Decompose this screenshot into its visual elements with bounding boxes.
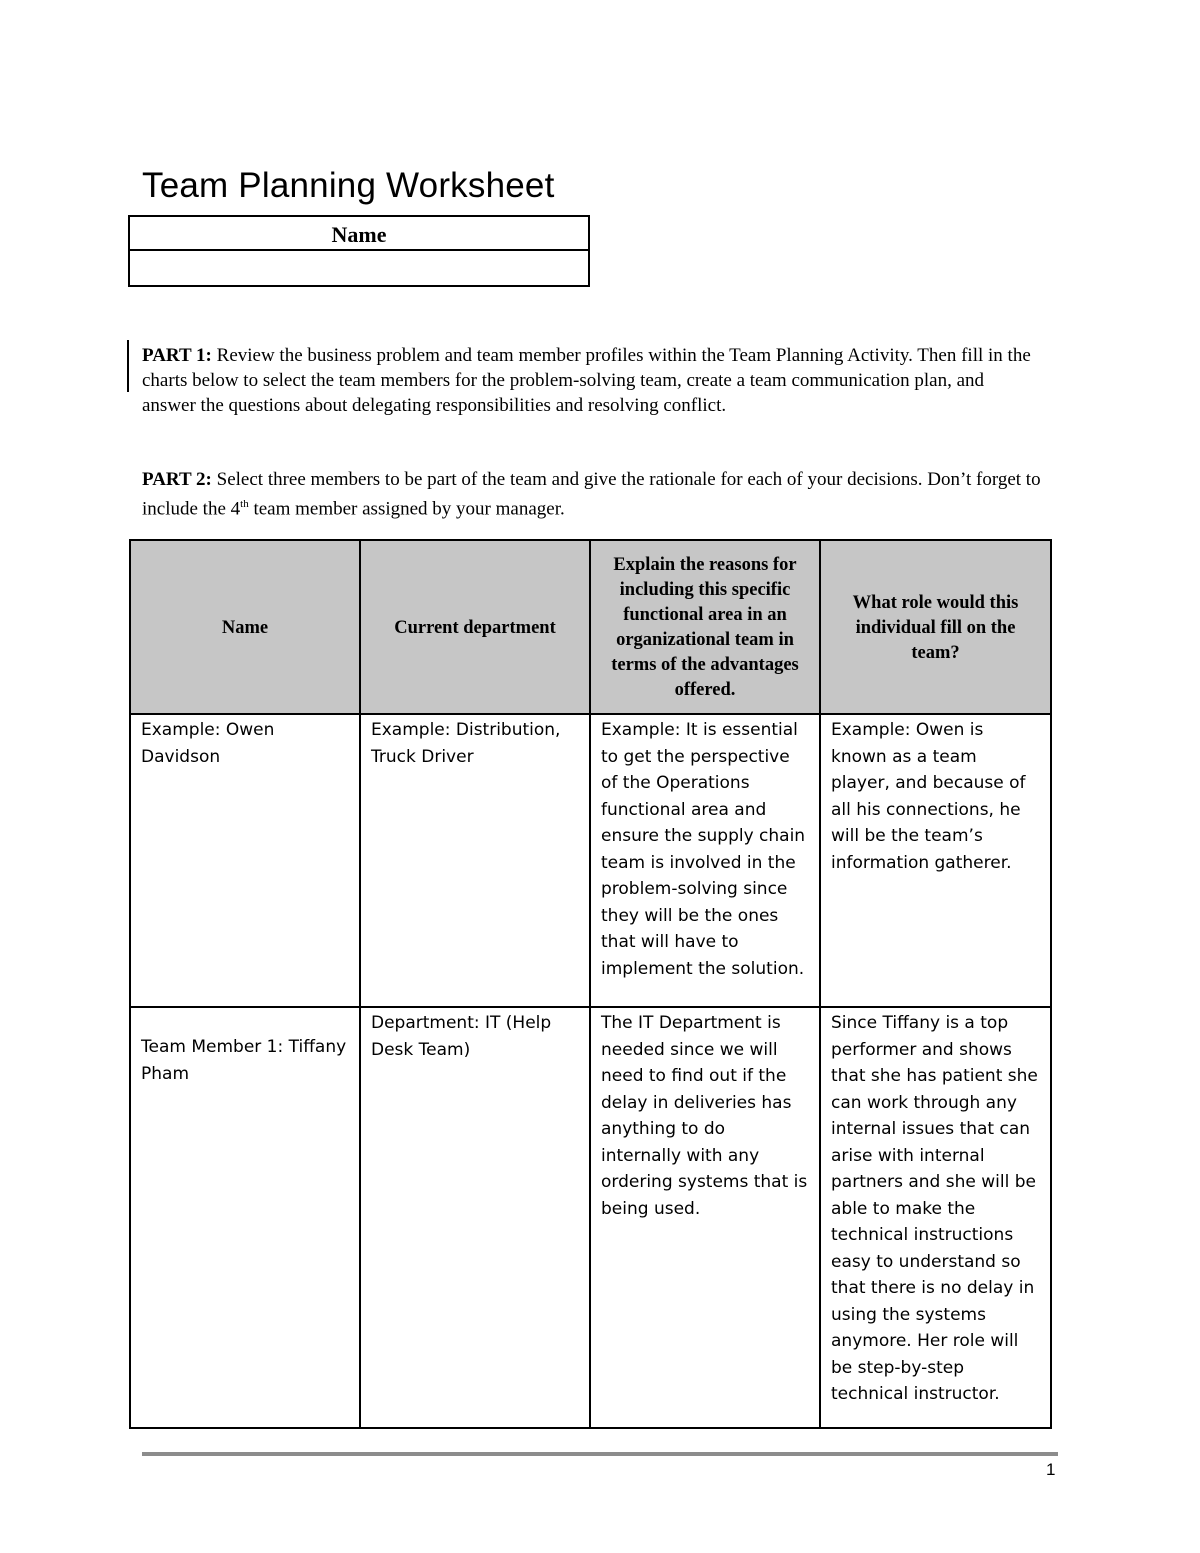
header-role: What role would this individual fill on the team? <box>820 540 1051 714</box>
part1-paragraph <box>142 343 1042 418</box>
footer-divider <box>142 1452 1058 1456</box>
part1-text: Review the business problem and team member profiles within the Team Planning Activity. Then fill in the charts below to select the team members for the problem-solving team, create a team communication plan, and answer the questions about delegating responsibilities and resolving conflict. <box>142 345 1031 416</box>
part1-label: PART 1: <box>142 345 212 366</box>
cell-reasons[interactable]: Example: It is essential to get the perspective of the Operations functional area and ensure the supply chain team is involved in the problem-solving since they will be the ones that will have to implement the solution. <box>590 714 820 1007</box>
page-number: 1 <box>1046 1460 1056 1479</box>
header-reasons: Explain the reasons for including this specific functional area in an organizational team in terms of the advantages offered. <box>590 540 820 714</box>
cell-role[interactable]: Since Tiffany is a top performer and shows that she has patient she can work through any internal issues that can arise with internal partners and she will be able to make the technical instructions easy to understand so that there is no delay in using the systems anymore. Her role will be step-by-step technical instructor. <box>820 1007 1051 1428</box>
name-box <box>128 215 590 287</box>
cell-reasons[interactable]: The IT Department is needed since we will need to find out if the delay in deliveries has anything to do internally with any ordering systems that is being used. <box>590 1007 820 1428</box>
cell-name[interactable]: Team Member 1: Tiffany Pham <box>130 1007 360 1428</box>
name-field[interactable] <box>130 251 588 285</box>
header-name: Name <box>130 540 360 714</box>
table-row <box>130 714 1051 1007</box>
cell-name[interactable]: Example: Owen Davidson <box>130 714 360 1007</box>
cell-department[interactable]: Department: IT (Help Desk Team) <box>360 1007 590 1428</box>
table-header-row <box>130 540 1051 714</box>
revision-bar <box>127 340 129 392</box>
part2-paragraph <box>142 467 1042 521</box>
part2-superscript: th <box>240 498 249 510</box>
cell-role[interactable]: Example: Owen is known as a team player, and because of all his connections, he will be the team’s information gatherer. <box>820 714 1051 1007</box>
name-box-header: Name <box>130 217 588 251</box>
page-title: Team Planning Worksheet <box>142 166 555 205</box>
part2-text: Select three members to be part of the team and give the rationale for each of your decisions. Don’t forget to include the 4 <box>142 469 1041 520</box>
team-table <box>129 539 1052 1429</box>
table-row <box>130 1007 1051 1428</box>
cell-department[interactable]: Example: Distribution, Truck Driver <box>360 714 590 1007</box>
part2-label: PART 2: <box>142 469 212 490</box>
part2-text-end: team member assigned by your manager. <box>248 498 565 520</box>
header-department: Current department <box>360 540 590 714</box>
